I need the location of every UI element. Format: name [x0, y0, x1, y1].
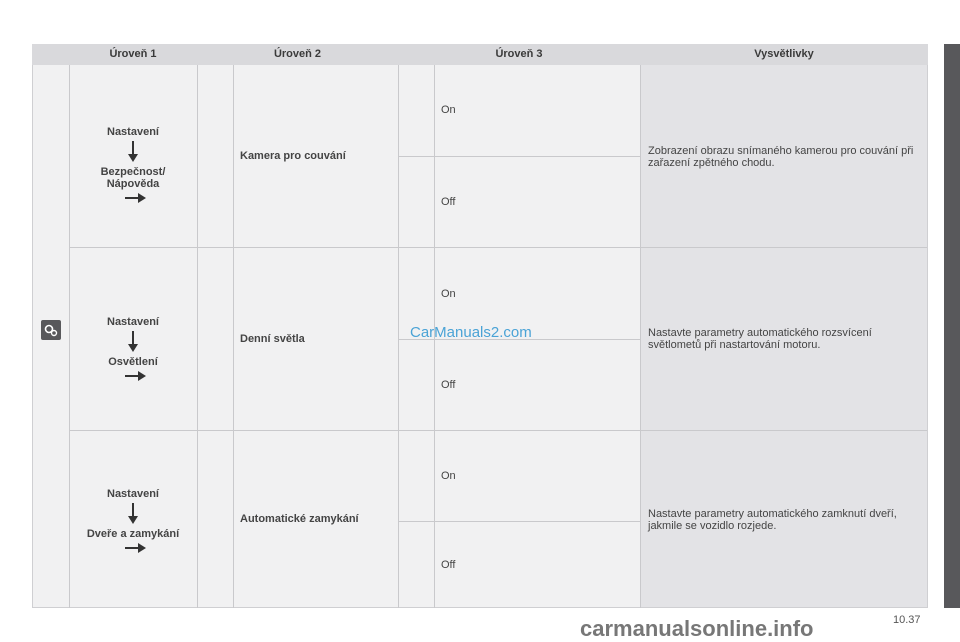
table-header [32, 44, 928, 65]
arrow-down-icon [126, 141, 140, 163]
chapter-sidebar [944, 44, 960, 608]
arrow-down-icon [126, 331, 140, 353]
footer-watermark: carmanualsonline.info [580, 616, 814, 641]
level1-menu-label: Nastavení [107, 316, 159, 328]
row3-level2: Automatické zamykání [240, 513, 359, 525]
row3-option-off: Off [441, 559, 456, 571]
level1-menu-label: Nastavení [107, 488, 159, 500]
grid-line [398, 65, 399, 608]
grid-line [69, 430, 927, 431]
level1-submenu-label: Osvětlení [108, 356, 158, 368]
row2-explanation: Nastavte parametry automatického rozsvícení světlometů při nastartování motoru. [648, 327, 872, 351]
row1-explanation: Zobrazení obrazu snímaného kamerou pro couvání při zařazení zpětného chodu. [648, 145, 914, 169]
arrow-down-icon [126, 503, 140, 525]
grid-line [197, 65, 198, 608]
level1-submenu-label: Bezpečnost/ Nápověda [100, 166, 166, 190]
row3-option-on: On [441, 470, 456, 482]
row2-option-off: Off [441, 379, 456, 391]
row3-level1 [69, 488, 197, 554]
row1-option-on: On [441, 104, 456, 116]
arrow-right-icon [125, 542, 147, 554]
grid-line [398, 521, 640, 522]
row2-level2: Denní světla [240, 333, 305, 345]
arrow-right-icon [125, 192, 147, 204]
grid-line [233, 65, 234, 608]
page-number: 10.37 [893, 614, 921, 626]
row3-explanation: Nastavte parametry automatického zamknutí dveří, jakmile se vozidlo rozjede. [648, 508, 897, 532]
header-explanation: Vysvětlivky [754, 48, 814, 60]
grid-line [398, 156, 640, 157]
row1-level1 [69, 126, 197, 204]
level1-submenu-label: Dveře a zamykání [86, 528, 180, 540]
arrow-right-icon [125, 370, 147, 382]
grid-line [69, 247, 927, 248]
row2-option-on: On [441, 288, 456, 300]
level1-menu-label: Nastavení [107, 126, 159, 138]
header-level2: Úroveň 2 [273, 48, 322, 60]
row1-option-off: Off [441, 196, 456, 208]
grid-line [640, 65, 641, 608]
row2-level1 [69, 316, 197, 382]
watermark: CarManuals2.com [410, 324, 532, 341]
settings-icon [41, 320, 61, 340]
header-level1: Úroveň 1 [109, 48, 157, 60]
header-level3: Úroveň 3 [495, 48, 543, 60]
row1-level2: Kamera pro couvání [240, 150, 346, 162]
